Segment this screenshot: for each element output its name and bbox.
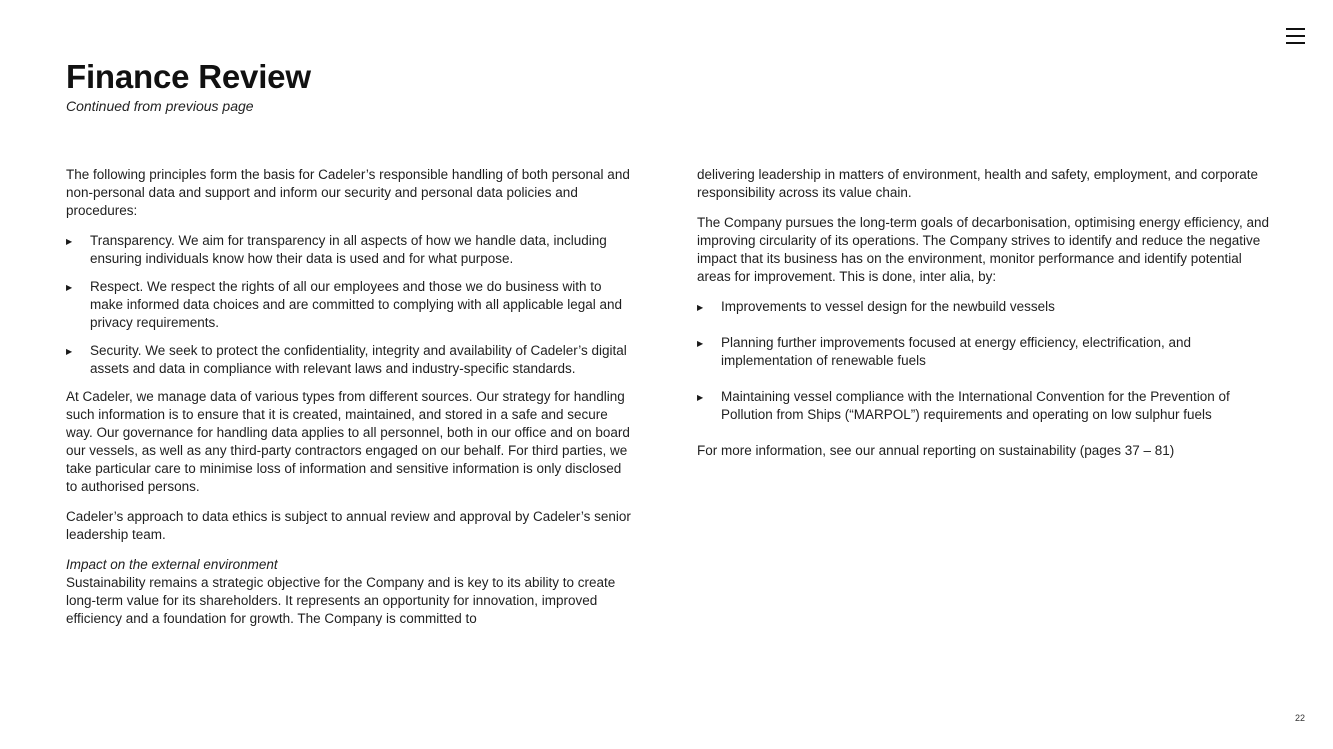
hamburger-menu-icon[interactable] [1286, 27, 1306, 45]
more-info-paragraph: For more information, see our annual reporting on sustainability (pages 37 – 81) [697, 443, 1175, 458]
left-column [66, 166, 636, 640]
goals-paragraph: The Company pursues the long-term goals of decarbonisation, optimising energy efficiency, and improving circularity of its operations. The Company strives to identify and reduce the negative impact that its business has on the environment, monitor performance and identify potential areas for improvement. This is done, inter alia, by: [697, 215, 1270, 284]
sustainability-paragraph: Sustainability remains a strategic objective for the Company and is key to its ability to create long-term value for its shareholders. It represents an opportunity for innovation, improved efficiency and a foundation for growth. The Company is committed to [66, 575, 616, 626]
continued-paragraph: delivering leadership in matters of environment, health and safety, employment, and corporate responsibility across its value chain. [697, 167, 1259, 200]
page-title: Finance Review [66, 58, 311, 95]
intro-paragraph: The following principles form the basis for Cadeler’s responsible handling of both personal and non-personal data and support and inform our security and personal data policies and procedures: [66, 167, 630, 218]
measures-list [697, 298, 1271, 424]
page-subtitle: Continued from previous page [66, 98, 254, 114]
right-column [697, 166, 1271, 472]
principles-list [66, 232, 636, 378]
list-item: ▶ Improvements to vessel design for the newbuild vessels [697, 298, 1271, 316]
page-number: 22 [1295, 713, 1306, 723]
list-item: ▶ Respect. We respect the rights of all our employees and those we do business with to make informed data choices and are committed to complying with all applicable legal and privacy requirements. [66, 278, 636, 332]
list-item: ▶ Maintaining vessel compliance with the International Convention for the Prevention of Pollution from Ships (“MARPOL”) requirements and operating on low sulphur fuels [697, 388, 1271, 424]
section-heading: Impact on the external environment [66, 557, 278, 572]
data-ethics-paragraph: Cadeler’s approach to data ethics is subject to annual review and approval by Cadeler’s senior leadership team. [66, 509, 631, 542]
list-item: ▶ Planning further improvements focused at energy efficiency, electrification, and implementation of renewable fuels [697, 334, 1271, 370]
list-item: ▶ Security. We seek to protect the confidentiality, integrity and availability of Cadeler’s digital assets and data in compliance with relevant laws and industry-specific standards. [66, 342, 636, 378]
list-item: ▶ Transparency. We aim for transparency in all aspects of how we handle data, including ensuring individuals know how their data is used and for what purpose. [66, 232, 636, 268]
data-management-paragraph: At Cadeler, we manage data of various types from different sources. Our strategy for handling such information is to ensure that it is created, maintained, and stored in a safe and secure way. Our governance for handling data applies to all personnel, both in our office and on board our vessels, as well as any third-party contractors engaged on our behalf. For third parties, we take particular care to minimise loss of information and sensitive information is only disclosed to authorised persons. [66, 389, 630, 494]
